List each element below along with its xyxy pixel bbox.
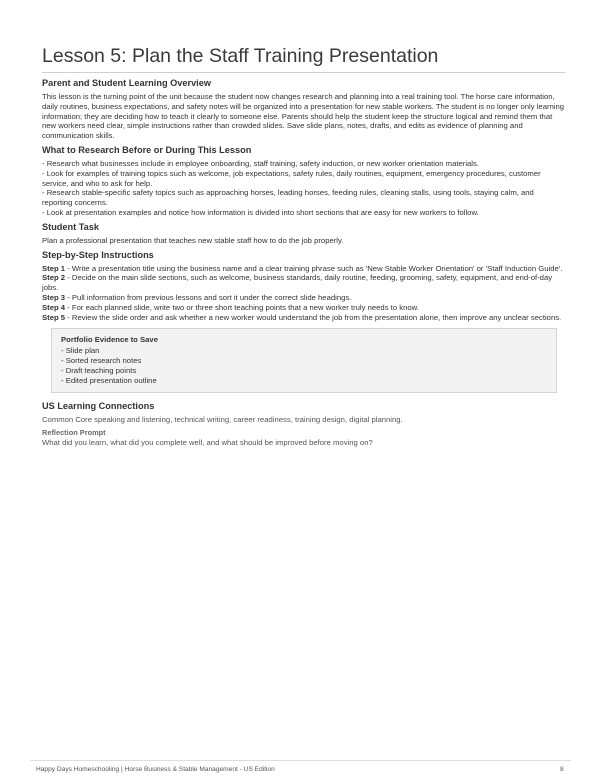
connections-text: Common Core speaking and listening, technical writing, career readiness, training design, digital planning. xyxy=(42,414,403,424)
list-item: - Slide plan xyxy=(61,346,100,356)
research-section xyxy=(42,144,565,218)
step-label: Step 5 xyxy=(42,312,66,322)
task-text: Plan a professional presentation that teaches new stable staff how to do the job properly. xyxy=(42,235,344,245)
connections-heading: US Learning Connections xyxy=(42,400,155,411)
overview-text: This lesson is the turning point of the unit because the student now changes research and planning into a real training tool. The horse care information, daily routines, business expectations, and safety notes will be organized into a presentation for new stable workers. The student is no longer only learning information; they are deciding how to teach it clearly to someone else. Parents should help the student keep the structure logical and remind them that new workers need clear, simple instructions rather than crowded slides. Save slide plans, notes, drafts, and edits as evidence of planning and communication skills. xyxy=(42,92,565,141)
steps-list xyxy=(42,264,565,323)
list-item: - Look at presentation examples and notice how information is divided into short sections that are easy for new workers to follow. xyxy=(42,207,479,217)
overview-section xyxy=(42,77,565,141)
step-text: - For each planned slide, write two or three short teaching points that a new worker truly needs to know. xyxy=(65,302,419,312)
list-item: - Sorted research notes xyxy=(61,356,142,366)
page-number: 8 xyxy=(560,766,564,773)
step-label: Step 3 xyxy=(42,292,66,302)
research-list xyxy=(42,159,565,218)
document-page xyxy=(42,0,565,783)
step-label: Step 2 xyxy=(42,273,66,283)
list-item: - Research stable-specific safety topics such as approaching horses, leading horses, feeding rules, cleaning stalls, using tools, staying calm, and reporting concerns. xyxy=(42,188,534,208)
title-divider xyxy=(42,72,565,73)
step-item xyxy=(42,264,565,274)
task-heading: Student Task xyxy=(42,221,100,232)
list-item: - Edited presentation outline xyxy=(61,375,157,385)
overview-heading: Parent and Student Learning Overview xyxy=(42,78,211,88)
list-item: - Look for examples of training topics such as welcome, job expectations, safety rules, daily routines, equipment, emergency procedures, customer service, and who to ask for help. xyxy=(42,168,541,188)
reflection-text: What did you learn, what did you complete well, and what should be improved before moving on? xyxy=(42,438,373,448)
footer-divider xyxy=(30,760,571,761)
lesson-content xyxy=(42,77,565,448)
step-item xyxy=(42,303,565,313)
portfolio-heading: Portfolio Evidence to Save xyxy=(61,335,158,345)
steps-heading: Step-by-Step Instructions xyxy=(42,249,154,260)
task-section xyxy=(42,221,565,246)
step-text: - Decide on the main slide sections, such as welcome, business standards, daily routine, feeding, grooming, safety, equipment, and end-of-day jobs. xyxy=(42,273,553,293)
list-item: - Research what businesses include in employee onboarding, staff training, safety induction, or new worker orientation materials. xyxy=(42,158,479,168)
step-item xyxy=(42,293,565,303)
connections-section xyxy=(42,400,565,449)
step-text: - Review the slide order and ask whether a new worker would understand the job from the presentation alone, then improve any unclear sections. xyxy=(65,312,562,322)
steps-section xyxy=(42,249,565,323)
footer-text: Happy Days Homeschooling | Horse Business & Stable Management - US Edition xyxy=(36,766,275,773)
step-item xyxy=(42,273,565,293)
step-text: - Write a presentation title using the business name and a clear training phrase such as 'New Stable Worker Orientation' or 'Staff Induction Guide'. xyxy=(65,263,563,273)
step-label: Step 1 xyxy=(42,263,66,273)
page-title: Lesson 5: Plan the Staff Training Presentation xyxy=(42,45,439,67)
portfolio-box xyxy=(51,328,557,392)
step-item xyxy=(42,313,565,323)
step-text: - Pull information from previous lessons and sort it under the correct slide headings. xyxy=(65,292,352,302)
list-item: - Draft teaching points xyxy=(61,365,137,375)
research-heading: What to Research Before or During This Lesson xyxy=(42,144,252,155)
step-label: Step 4 xyxy=(42,302,66,312)
reflection-heading: Reflection Prompt xyxy=(42,428,106,438)
